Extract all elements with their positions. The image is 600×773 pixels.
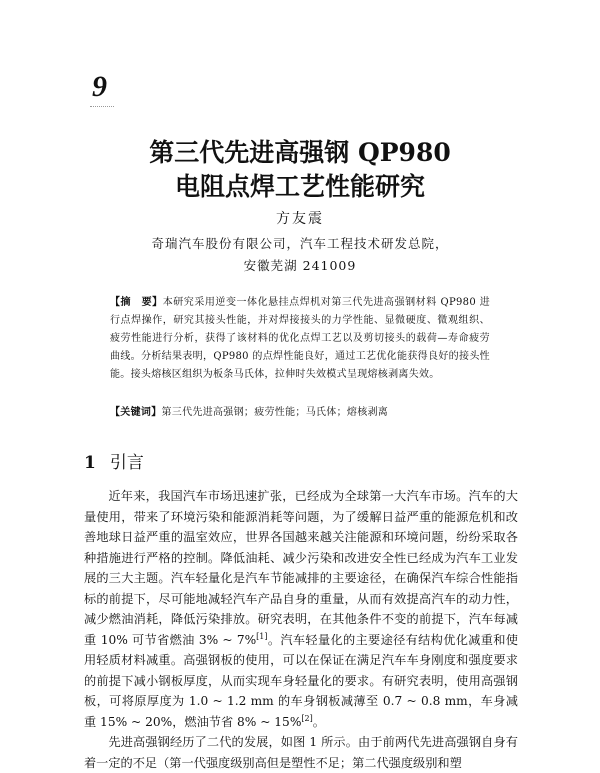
section-title: 引言 (109, 453, 144, 473)
affiliation-line-1: 奇瑞汽车股份有限公司，汽车工程技术研发总院， (151, 236, 449, 251)
citation-2[interactable]: [2] (301, 713, 313, 723)
paragraph-1-part-b: 。汽车轻量化的主要途径有结构优化减重和使用轻质材料减重。高强钢板的使用，可以在保证在满足汽车车身刚度和强度要求的前提下减小钢板厚度，从而实现车身轻量化的要求。有研究表明，使用高强钢板，可将原厚度为 1.0 ~ 1.2 mm 的车身钢板减薄至 0.7 ~ 0.8 mm，车身减重 15% ~ 20%，燃油节省 8% ~ 15% (84, 632, 518, 729)
citation-1[interactable]: [1] (256, 631, 268, 641)
paragraph-1-part-a: 近年来，我国汽车市场迅速扩张，已经成为全球第一大汽车市场。汽车的大量使用，带来了环境污染和能源消耗等问题，为了缓解日益严重的能源危机和改善地球日益严重的温室效应，世界各国越来越关注能源和环境问题，纷纷采取各种措施进行严格的控制。降低油耗、减少污染和改进安全性已经成为汽车工业发展的三大主题。汽车轻量化是汽车节能减排的主要途径，在确保汽车综合性能指标的前提下，尽可能地减轻汽车产品自身的重量，从而有效提高汽车的动力性，减少燃油消耗，降低污染排放。研究表明，在其他条件不变的前提下，汽车每减重 10% 可节省燃油 3% ~ 7% (84, 489, 518, 647)
page-number-decoration (90, 106, 114, 117)
abstract (110, 294, 490, 384)
author-name: 方友震 (276, 211, 324, 227)
paper-title-line-2: 电阻点焊工艺性能研究 (174, 172, 425, 201)
paragraph-1-part-c: 。 (312, 714, 325, 729)
keywords-label: 【关键词】 (110, 407, 162, 418)
paragraph-1 (84, 486, 518, 732)
body-text (84, 486, 518, 773)
section-heading (84, 448, 144, 473)
affiliation-line-2: 安徽芜湖 241009 (243, 258, 357, 273)
abstract-label: 【摘 要】 (110, 297, 163, 308)
paper-title-line-1: 第三代先进高强钢 QP980 (149, 138, 451, 167)
section-number: 1 (84, 453, 96, 473)
paragraph-2: 先进高强钢经历了二代的发展，如图 1 所示。由于前两代先进高强钢自身有着一定的不足（第一代强度级别高但是塑性不足；第二代强度级别和塑 (84, 735, 518, 770)
keywords (110, 404, 490, 422)
keywords-text: 第三代先进高强钢；疲劳性能；马氏体；熔核剥离 (161, 407, 389, 418)
abstract-text: 本研究采用逆变一体化悬挂点焊机对第三代先进高强钢材料 QP980 进行点焊操作，研究其接头性能，并对焊接接头的力学性能、显微硬度、微观组织、疲劳性能进行分析，获得了该材料的优化点焊工艺以及剪切接头的载荷—寿命疲劳曲线。分析结果表明，QP980 的点焊性能良好，通过工艺优化能获得良好的接头性能。接头熔核区组织为板条马氏体，拉伸时失效模式呈现熔核剥离失效。 (110, 297, 490, 380)
page-number: 9 (92, 70, 107, 103)
